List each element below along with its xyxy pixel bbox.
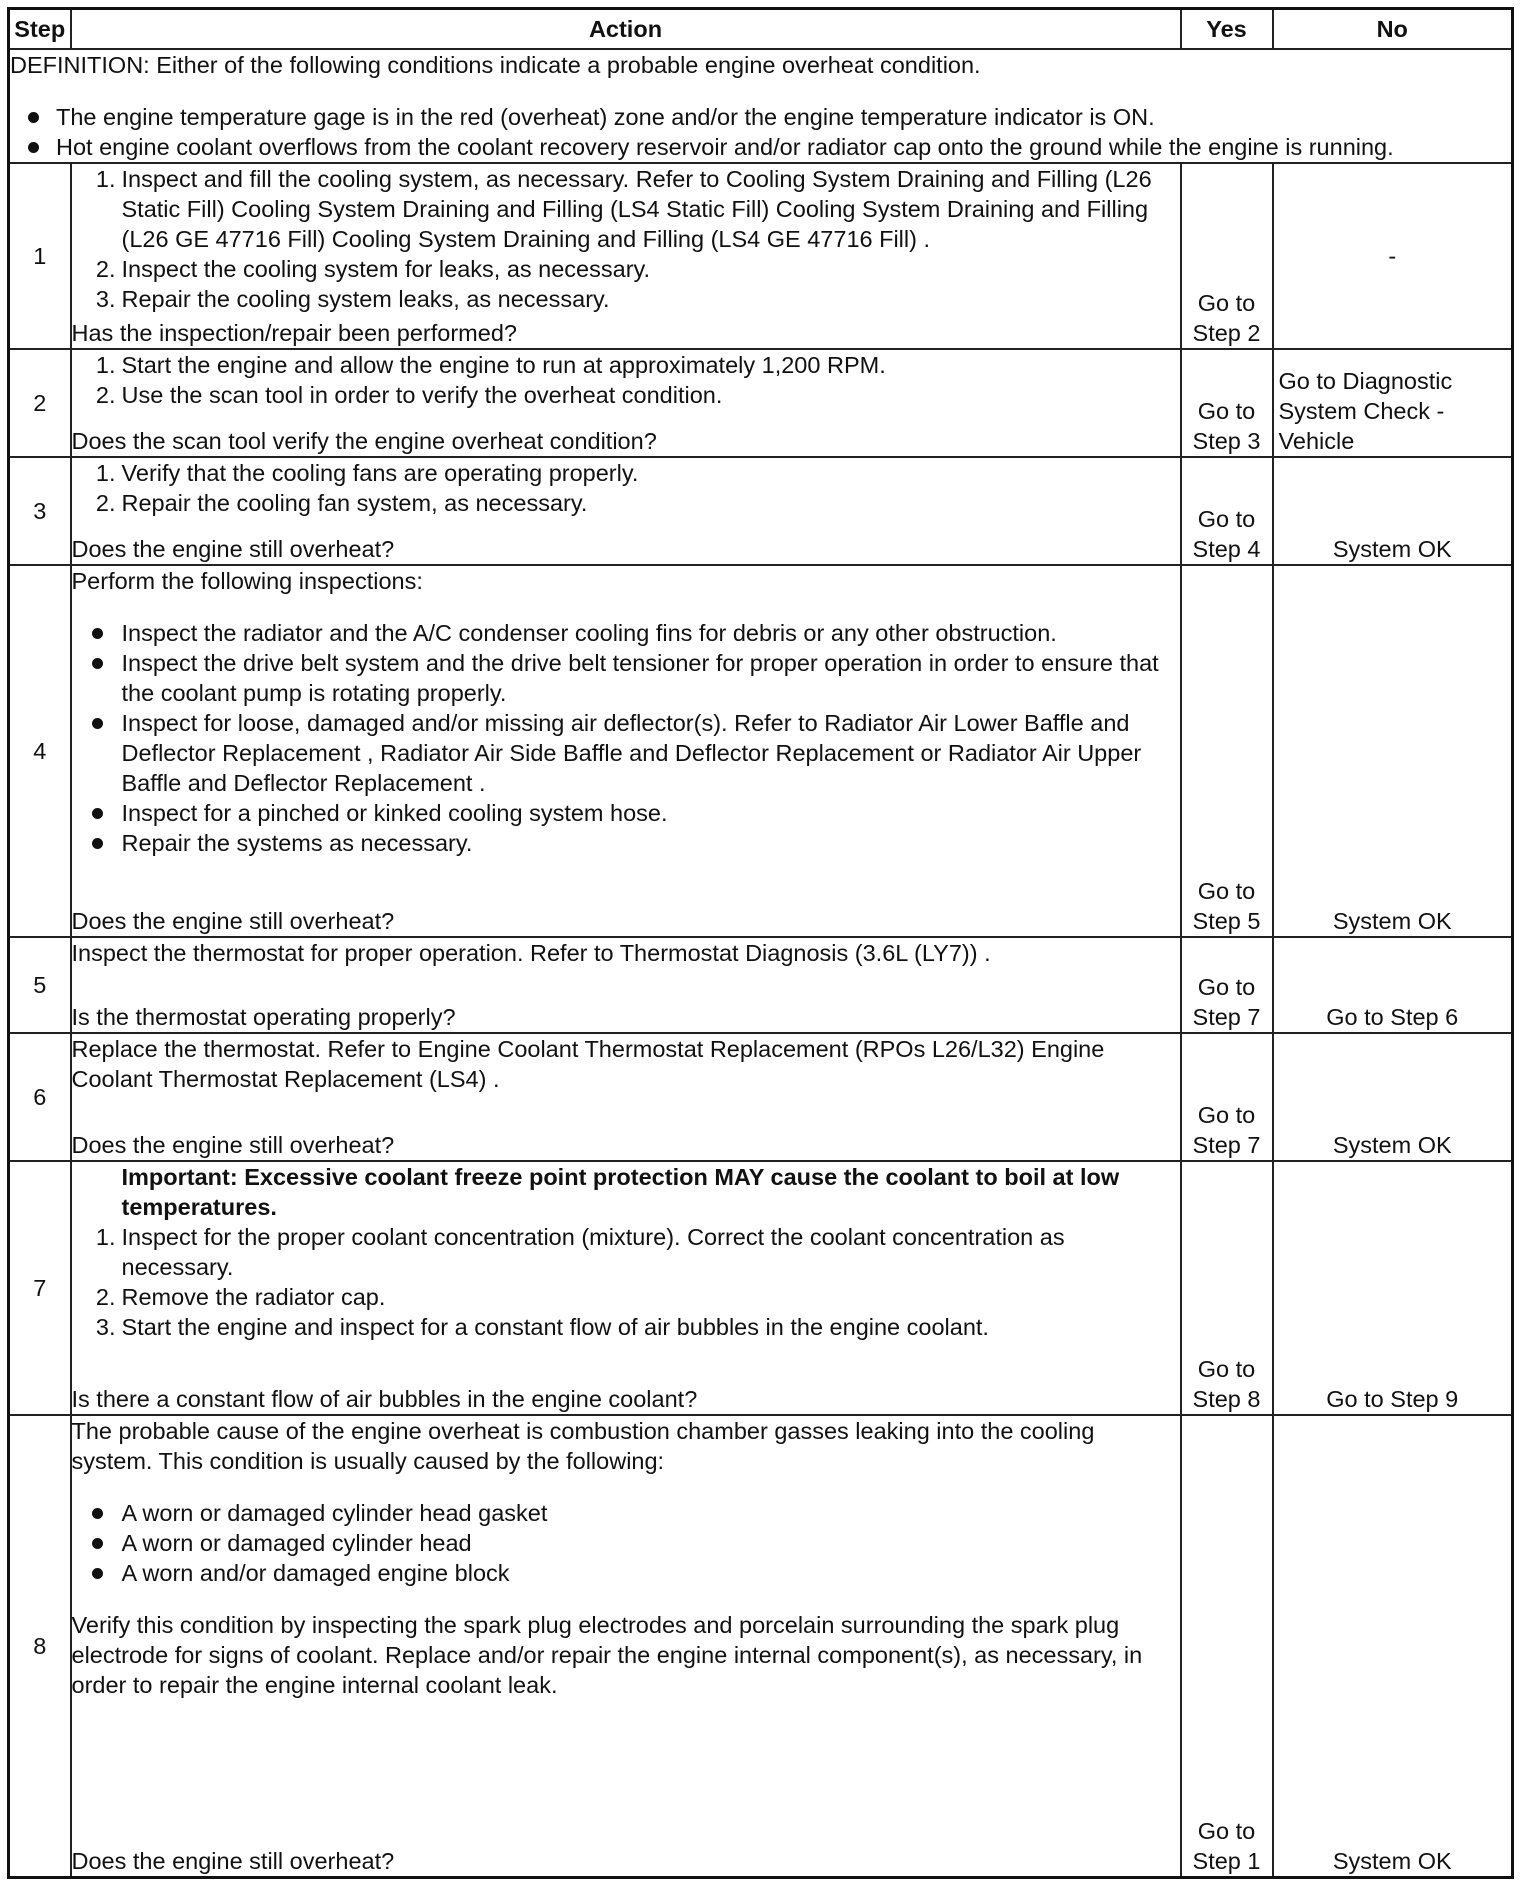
step-intro: Inspect the thermostat for proper operation. Refer to Thermostat Diagnosis (3.6L (LY7)) . [71,939,991,966]
list-item: Inspect for loose, damaged and/or missing air deflector(s). Refer to Radiator Air Lower Baffle and Deflector Replacement , Radiator Air Side Baffle and Deflector Replacement or Radiator Air Upper Baffle and Deflector Replacement . [72,708,1180,798]
no-cell: System OK [1273,1415,1513,1878]
step-number: 8 [9,1415,71,1878]
step-intro: Replace the thermostat. Refer to Engine Coolant Thermostat Replacement (RPOs L26/L32) Engine Coolant Thermostat Replacement (LS4) . [71,1035,1105,1092]
yes-cell: Go to Step 7 [1181,1033,1273,1161]
definition-text: DEFINITION: Either of the following conditions indicate a probable engine overheat condition. [10,51,981,78]
list-item: Inspect the radiator and the A/C condenser cooling fins for debris or any other obstruction. [72,618,1180,648]
action-cell [71,1415,1181,1878]
no-cell: System OK [1273,1033,1513,1161]
yes-cell: Go to Step 8 [1181,1161,1273,1415]
bullet-icon [92,628,103,639]
list-item: The engine temperature gage is in the red (overheat) zone and/or the engine temperature indicator is ON. [10,102,1511,132]
step-outro: Verify this condition by inspecting the spark plug electrodes and porcelain surrounding the spark plug electrode for signs of coolant. Replace and/or repair the engine internal component(s), as necessary, in order to repair the engine internal coolant leak. [71,1611,1143,1698]
header-step: Step [9,9,71,49]
header-row [9,9,1513,49]
table-row [9,1033,1513,1161]
bullet-icon [92,658,103,669]
header-yes: Yes [1181,9,1273,49]
bullet-icon [92,838,103,849]
list-item: A worn and/or damaged engine block [72,1558,1180,1588]
list-item: 2. Remove the radiator cap. [95,1283,386,1310]
action-cell [71,1161,1181,1415]
table-row [9,457,1513,565]
step-number: 3 [9,457,71,565]
no-cell: Go to Step 6 [1273,937,1513,1033]
important-note: Important: Excessive coolant freeze point protection MAY cause the coolant to boil at low temperatures. [121,1163,1120,1220]
list-item: A worn or damaged cylinder head [72,1528,1180,1558]
bullet-icon [92,808,103,819]
yes-cell: Go to Step 3 [1181,349,1273,457]
bullet-icon [92,1538,103,1549]
bullet-icon [92,1508,103,1519]
list-item: 1. Inspect and fill the cooling system, as necessary. Refer to Cooling System Draining and Filling (L26 Static Fill) Cooling System Draining and Filling (LS4 Static Fill) Cooling System Draining and Filling (L26 GE 47716 Fill) Cooling System Draining and Filling (LS4 GE 47716 Fill) . [95,165,1152,252]
step-question: Is the thermostat operating properly? [71,1003,456,1030]
no-cell: - [1273,163,1513,349]
list-item: 2. Repair the cooling fan system, as necessary. [95,489,588,516]
numbered-list [72,350,1180,410]
list-item: Hot engine coolant overflows from the coolant recovery reservoir and/or radiator cap onto the ground while the engine is running. [10,132,1511,162]
step-question: Does the engine still overheat? [71,1131,395,1158]
step-question: Is there a constant flow of air bubbles in the engine coolant? [71,1385,698,1412]
step-number: 6 [9,1033,71,1161]
action-cell [71,937,1181,1033]
list-item: A worn or damaged cylinder head gasket [72,1498,1180,1528]
bullet-list [72,1498,1180,1588]
definition-row [9,49,1513,163]
action-cell [71,1033,1181,1161]
step-number: 2 [9,349,71,457]
definition-cell [9,49,1513,163]
numbered-list [72,1222,1180,1342]
bullet-list [72,618,1180,858]
no-cell: Go to Diagnostic System Check - Vehicle [1273,349,1513,457]
list-item: Repair the systems as necessary. [72,828,1180,858]
bullet-icon [28,112,39,123]
step-number: 1 [9,163,71,349]
step-question: Does the engine still overheat? [71,535,395,562]
bullet-icon [92,1568,103,1579]
table-row [9,349,1513,457]
yes-cell: Go to Step 2 [1181,163,1273,349]
no-cell: System OK [1273,565,1513,937]
list-item: 1. Inspect for the proper coolant concentration (mixture). Correct the coolant concentration as necessary. [95,1223,1065,1280]
no-cell: System OK [1273,457,1513,565]
list-item: 1. Verify that the cooling fans are operating properly. [95,459,639,486]
step-number: 4 [9,565,71,937]
step-question: Does the engine still overheat? [71,907,395,934]
bullet-icon [28,142,39,153]
list-item: Inspect the drive belt system and the drive belt tensioner for proper operation in order to ensure that the coolant pump is rotating properly. [72,648,1180,708]
step-question: Does the engine still overheat? [71,1848,395,1874]
step-question: Does the scan tool verify the engine overheat condition? [71,427,657,454]
list-item: 1. Start the engine and allow the engine to run at approximately 1,200 RPM. [95,351,886,378]
list-item: 2. Inspect the cooling system for leaks, as necessary. [95,255,651,282]
yes-cell: Go to Step 7 [1181,937,1273,1033]
table-row [9,565,1513,937]
yes-cell: Go to Step 4 [1181,457,1273,565]
action-cell [71,457,1181,565]
table-row [9,163,1513,349]
bullet-icon [92,718,103,729]
definition-bullets [10,102,1511,162]
list-item: 2. Use the scan tool in order to verify the overheat condition. [95,381,723,408]
header-no: No [1273,9,1513,49]
step-intro: The probable cause of the engine overheat is combustion chamber gasses leaking into the cooling system. This condition is usually caused by the following: [71,1417,1095,1474]
step-intro: Perform the following inspections: [71,567,423,594]
no-cell: Go to Step 9 [1273,1161,1513,1415]
table-row [9,1415,1513,1878]
step-question: Has the inspection/repair been performed? [71,319,517,346]
step-number: 7 [9,1161,71,1415]
step-number: 5 [9,937,71,1033]
table-row [9,1161,1513,1415]
action-cell [71,163,1181,349]
numbered-list [72,458,1180,518]
list-item: 3. Start the engine and inspect for a constant flow of air bubbles in the engine coolant. [95,1313,989,1340]
diagnostic-table [7,7,1514,1879]
list-item: Inspect for a pinched or kinked cooling system hose. [72,798,1180,828]
list-item: 3. Repair the cooling system leaks, as necessary. [95,285,610,312]
action-cell [71,349,1181,457]
action-cell [71,565,1181,937]
yes-cell: Go to Step 5 [1181,565,1273,937]
header-action: Action [71,9,1181,49]
table-row [9,937,1513,1033]
yes-cell: Go to Step 1 [1181,1415,1273,1878]
numbered-list [72,164,1180,314]
